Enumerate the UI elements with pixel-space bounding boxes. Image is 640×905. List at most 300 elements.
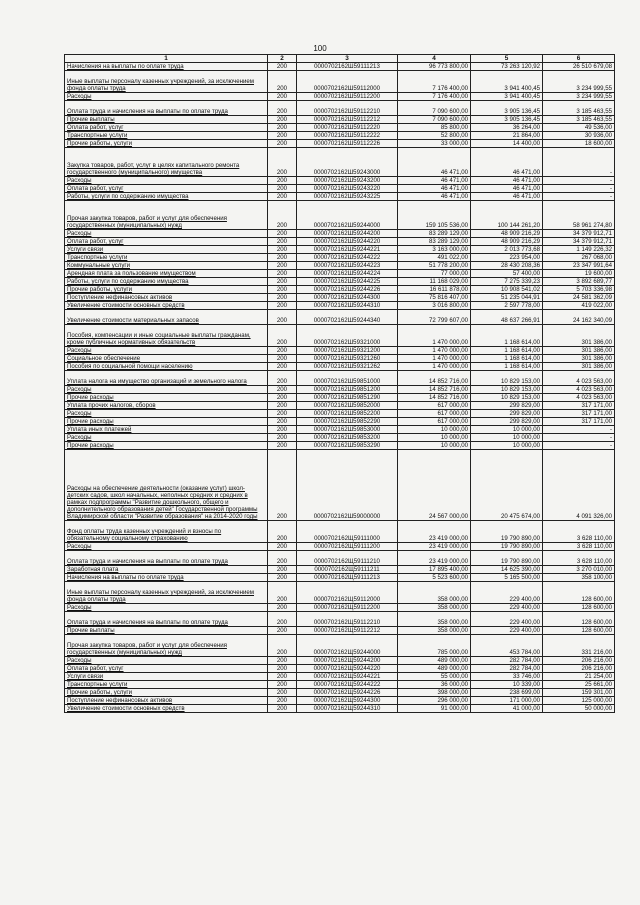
row-name-text: Оплата труда и начисления на выплаты по оплате труда (67, 619, 228, 626)
row-classification-code-cell: 0000702162Щ59244222 (297, 681, 398, 689)
row-executed-amount-cell: 229 400,00 (471, 582, 543, 604)
row-unexecuted-amount-cell: - (543, 442, 615, 450)
row-classification-code-cell: 0000702162Щ59244310 (297, 705, 398, 713)
table-row (65, 278, 615, 286)
row-classification-code-cell: 0000702162Ш59112000 (297, 71, 398, 93)
row-classification-code-cell: 0000702162Ш59851290 (297, 394, 398, 402)
row-name-text: Оплата труда и начисления на выплаты по оплате труда (67, 108, 228, 115)
row-code-cell: 200 (268, 426, 297, 434)
row-unexecuted-amount-cell: 317 171,00 (543, 410, 615, 418)
row-name-text: Транспортные услуги (67, 254, 128, 261)
row-code-cell: 200 (268, 689, 297, 697)
row-unexecuted-amount-cell: 159 301,00 (543, 689, 615, 697)
row-name-text: Прочие расходы (67, 394, 114, 401)
row-name-cell (65, 355, 268, 363)
row-name-text: Работы, услуги по содержанию имущества (67, 278, 189, 285)
table-row (65, 140, 615, 148)
row-code-cell: 200 (268, 140, 297, 148)
row-unexecuted-amount-cell: 34 379 912,71 (543, 230, 615, 238)
row-name-cell (65, 402, 268, 410)
table-row (65, 442, 615, 450)
row-classification-code-cell: 0000702162Ш59853000 (297, 426, 398, 434)
row-approved-amount-cell: 7 090 600,00 (398, 116, 471, 124)
row-name-cell (65, 310, 268, 325)
row-name-text: Расходы (67, 604, 92, 611)
table-row (65, 681, 615, 689)
row-executed-amount-cell: 14 625 390,00 (471, 566, 543, 574)
row-name-cell (65, 185, 268, 193)
row-code-cell: 200 (268, 657, 297, 665)
table-row (65, 418, 615, 426)
table-row (65, 697, 615, 705)
row-executed-amount-cell: 10 000,00 (471, 426, 543, 434)
row-name-text: Прочие работы, услуги (67, 286, 133, 293)
row-name-cell (65, 371, 268, 386)
row-classification-code-cell: 0000702162Ш59244222 (297, 254, 398, 262)
row-executed-amount-cell: 299 829,00 (471, 410, 543, 418)
row-code-cell: 200 (268, 566, 297, 574)
row-approved-amount-cell: 23 419 000,00 (398, 543, 471, 551)
header-col-2: 2 (268, 55, 297, 63)
row-name-cell (65, 262, 268, 270)
row-executed-amount-cell: 19 790 890,00 (471, 551, 543, 566)
row-name-text: Расходы (67, 657, 92, 664)
row-name-text: Пособия по социальной помощи населению (67, 363, 193, 370)
row-unexecuted-amount-cell: 5 703 336,98 (543, 286, 615, 294)
row-name-text: Фонд оплаты труда казенных учреждений и взносы по обязательному социальному страхованию (67, 528, 222, 542)
row-code-cell: 200 (268, 254, 297, 262)
row-executed-amount-cell: 48 909 216,29 (471, 238, 543, 246)
row-name-cell (65, 681, 268, 689)
row-code-cell: 200 (268, 185, 297, 193)
row-classification-code-cell: 0000702162Ш59244220 (297, 238, 398, 246)
page-number: 100 (313, 44, 327, 53)
row-unexecuted-amount-cell: 301 386,00 (543, 347, 615, 355)
row-name-text: Транспортные услуги (67, 681, 128, 688)
table-row (65, 434, 615, 442)
row-executed-amount-cell: 229 400,00 (471, 604, 543, 612)
row-approved-amount-cell: 1 470 000,00 (398, 347, 471, 355)
row-unexecuted-amount-cell: 21 254,00 (543, 673, 615, 681)
row-name-text: Оплата работ, услуг (67, 665, 124, 672)
row-approved-amount-cell: 7 176 400,00 (398, 71, 471, 93)
row-unexecuted-amount-cell: 128 600,00 (543, 604, 615, 612)
row-code-cell: 200 (268, 574, 297, 582)
row-name-cell (65, 238, 268, 246)
row-code-cell: 200 (268, 63, 297, 71)
row-approved-amount-cell: 358 000,00 (398, 604, 471, 612)
row-name-cell (65, 201, 268, 230)
row-approved-amount-cell: 489 000,00 (398, 657, 471, 665)
row-unexecuted-amount-cell: - (543, 177, 615, 185)
row-classification-code-cell: 0000702162Ш59321000 (297, 325, 398, 347)
row-approved-amount-cell: 358 000,00 (398, 612, 471, 627)
row-executed-amount-cell: 238 699,00 (471, 689, 543, 697)
row-classification-code-cell: 0000702162Щ59111213 (297, 574, 398, 582)
row-name-cell (65, 574, 268, 582)
row-executed-amount-cell: 100 144 261,20 (471, 201, 543, 230)
row-code-cell: 200 (268, 347, 297, 355)
row-code-cell: 200 (268, 302, 297, 310)
row-name-cell (65, 71, 268, 93)
row-classification-code-cell: 0000702162Ш59244226 (297, 286, 398, 294)
row-approved-amount-cell: 17 895 400,00 (398, 566, 471, 574)
row-name-cell (65, 673, 268, 681)
table-row (65, 566, 615, 574)
row-code-cell: 200 (268, 394, 297, 402)
row-name-cell (65, 450, 268, 521)
row-code-cell: 200 (268, 665, 297, 673)
row-name-text: Расходы (67, 434, 92, 441)
row-unexecuted-amount-cell: 34 379 912,71 (543, 238, 615, 246)
row-executed-amount-cell: 10 908 541,02 (471, 286, 543, 294)
row-name-cell (65, 551, 268, 566)
row-executed-amount-cell: 3 905 136,45 (471, 116, 543, 124)
row-unexecuted-amount-cell: 4 023 563,00 (543, 386, 615, 394)
table-row (65, 386, 615, 394)
row-executed-amount-cell: 20 475 674,00 (471, 450, 543, 521)
table-row (65, 262, 615, 270)
row-name-text: Услуги связи (67, 246, 104, 253)
table-row (65, 302, 615, 310)
row-name-cell (65, 347, 268, 355)
row-code-cell: 200 (268, 101, 297, 116)
row-name-text: Уплата прочих налогов, сборов (67, 402, 156, 409)
row-unexecuted-amount-cell: 18 600,00 (543, 140, 615, 148)
row-code-cell: 200 (268, 371, 297, 386)
table-row (65, 689, 615, 697)
row-classification-code-cell: 0000702162Щ59112210 (297, 612, 398, 627)
row-name-cell (65, 657, 268, 665)
header-col-1: 1 (65, 55, 268, 63)
row-executed-amount-cell: 10 829 153,00 (471, 371, 543, 386)
row-classification-code-cell: 0000702162Щ59111211 (297, 566, 398, 574)
row-executed-amount-cell: 46 471,00 (471, 185, 543, 193)
table-row (65, 246, 615, 254)
row-classification-code-cell: 0000702162Щ59111200 (297, 543, 398, 551)
row-unexecuted-amount-cell: 419 022,00 (543, 302, 615, 310)
row-approved-amount-cell: 51 778 200,00 (398, 262, 471, 270)
row-classification-code-cell: 0000702162Ш59852000 (297, 402, 398, 410)
row-name-cell (65, 566, 268, 574)
row-approved-amount-cell: 55 000,00 (398, 673, 471, 681)
row-name-text: Оплата труда и начисления на выплаты по оплате труда (67, 558, 228, 565)
row-executed-amount-cell: 48 637 266,91 (471, 310, 543, 325)
table-row (65, 426, 615, 434)
row-classification-code-cell: 0000702162Ш59321200 (297, 347, 398, 355)
table-row (65, 635, 615, 657)
row-approved-amount-cell: 46 471,00 (398, 177, 471, 185)
row-name-text: Оплата работ, услуг (67, 124, 124, 131)
row-executed-amount-cell: 19 790 890,00 (471, 543, 543, 551)
row-approved-amount-cell: 77 000,00 (398, 270, 471, 278)
table-row (65, 325, 615, 347)
row-unexecuted-amount-cell: 128 600,00 (543, 612, 615, 627)
row-name-text: Прочие работы, услуги (67, 140, 133, 147)
row-approved-amount-cell: 785 000,00 (398, 635, 471, 657)
header-col-3: 3 (297, 55, 398, 63)
row-code-cell: 200 (268, 246, 297, 254)
row-classification-code-cell: 0000702162Ш59000000 (297, 450, 398, 521)
row-name-cell (65, 254, 268, 262)
row-approved-amount-cell: 75 816 407,00 (398, 294, 471, 302)
row-unexecuted-amount-cell: 317 171,00 (543, 402, 615, 410)
row-executed-amount-cell: 10 829 153,00 (471, 386, 543, 394)
row-classification-code-cell: 0000702162Ш59851000 (297, 371, 398, 386)
row-code-cell: 200 (268, 230, 297, 238)
row-executed-amount-cell: 48 909 216,29 (471, 230, 543, 238)
row-unexecuted-amount-cell: 331 216,00 (543, 635, 615, 657)
row-name-cell (65, 697, 268, 705)
row-approved-amount-cell: 1 470 000,00 (398, 363, 471, 371)
row-unexecuted-amount-cell: 24 581 362,09 (543, 294, 615, 302)
table-row (65, 612, 615, 627)
row-name-cell (65, 124, 268, 132)
row-executed-amount-cell: 5 165 500,00 (471, 574, 543, 582)
row-approved-amount-cell: 159 105 536,00 (398, 201, 471, 230)
table-row (65, 665, 615, 673)
row-approved-amount-cell: 11 168 029,00 (398, 278, 471, 286)
row-name-cell (65, 410, 268, 418)
row-code-cell: 200 (268, 627, 297, 635)
row-name-cell (65, 193, 268, 201)
row-executed-amount-cell: 1 168 614,00 (471, 355, 543, 363)
row-code-cell: 200 (268, 177, 297, 185)
row-classification-code-cell: 0000702162Ш59112226 (297, 140, 398, 148)
row-approved-amount-cell: 91 000,00 (398, 705, 471, 713)
table-row (65, 347, 615, 355)
row-unexecuted-amount-cell: 128 600,00 (543, 582, 615, 604)
table-row (65, 705, 615, 713)
row-name-cell (65, 93, 268, 101)
row-unexecuted-amount-cell: 23 347 991,64 (543, 262, 615, 270)
table-body (65, 63, 615, 713)
row-unexecuted-amount-cell: 128 600,00 (543, 627, 615, 635)
row-code-cell: 200 (268, 521, 297, 543)
row-name-text: Поступление нефинансовых активов (67, 294, 173, 301)
row-executed-amount-cell: 223 954,00 (471, 254, 543, 262)
row-name-text: Коммунальные услуги (67, 262, 130, 269)
row-name-cell (65, 665, 268, 673)
table-row (65, 286, 615, 294)
row-name-cell (65, 363, 268, 371)
row-unexecuted-amount-cell: 26 510 679,08 (543, 63, 615, 71)
row-executed-amount-cell: 282 784,00 (471, 665, 543, 673)
row-classification-code-cell: 0000702162Ш59244221 (297, 246, 398, 254)
row-approved-amount-cell: 46 471,00 (398, 148, 471, 177)
row-executed-amount-cell: 229 400,00 (471, 627, 543, 635)
row-code-cell: 200 (268, 450, 297, 521)
row-name-text: Закупка товаров, работ, услуг в целях капитального ремонта государственного (муниципального) имущества (67, 162, 240, 176)
row-executed-amount-cell: 10 829 153,00 (471, 394, 543, 402)
table-row (65, 201, 615, 230)
row-code-cell: 200 (268, 604, 297, 612)
row-executed-amount-cell: 1 168 614,00 (471, 363, 543, 371)
row-executed-amount-cell: 33 746,00 (471, 673, 543, 681)
row-classification-code-cell: 0000702162Щ59111210 (297, 551, 398, 566)
table-row (65, 132, 615, 140)
row-approved-amount-cell: 489 000,00 (398, 665, 471, 673)
row-approved-amount-cell: 1 470 000,00 (398, 355, 471, 363)
row-unexecuted-amount-cell: 1 149 226,32 (543, 246, 615, 254)
row-name-cell (65, 177, 268, 185)
row-classification-code-cell: 0000702162Щ59244226 (297, 689, 398, 697)
row-executed-amount-cell: 1 168 614,00 (471, 347, 543, 355)
row-approved-amount-cell: 46 471,00 (398, 185, 471, 193)
row-name-cell (65, 689, 268, 697)
row-unexecuted-amount-cell: 50 000,00 (543, 705, 615, 713)
row-name-cell (65, 148, 268, 177)
row-approved-amount-cell: 10 000,00 (398, 442, 471, 450)
row-executed-amount-cell: 10 339,00 (471, 681, 543, 689)
row-name-text: Прочие выплаты (67, 116, 115, 123)
row-name-text: Иные выплаты персоналу казенных учреждений, за исключением фонда оплаты труда (67, 589, 254, 603)
row-approved-amount-cell: 72 799 607,00 (398, 310, 471, 325)
table-header-row (65, 55, 615, 63)
row-classification-code-cell: 0000702162Ш59243225 (297, 193, 398, 201)
budget-execution-table (64, 54, 615, 713)
row-executed-amount-cell: 51 235 044,91 (471, 294, 543, 302)
row-executed-amount-cell: 299 829,00 (471, 402, 543, 410)
row-name-text: Уплата иных платежей (67, 426, 132, 433)
row-code-cell: 200 (268, 71, 297, 93)
table-row (65, 124, 615, 132)
row-code-cell: 200 (268, 310, 297, 325)
row-code-cell: 200 (268, 238, 297, 246)
row-unexecuted-amount-cell: 30 936,00 (543, 132, 615, 140)
row-approved-amount-cell: 491 022,00 (398, 254, 471, 262)
row-code-cell: 200 (268, 193, 297, 201)
row-unexecuted-amount-cell: 301 386,00 (543, 355, 615, 363)
table-row (65, 604, 615, 612)
row-name-cell (65, 302, 268, 310)
row-classification-code-cell: 0000702162Ш59321262 (297, 363, 398, 371)
row-approved-amount-cell: 617 000,00 (398, 402, 471, 410)
row-name-cell (65, 230, 268, 238)
row-executed-amount-cell: 19 790 890,00 (471, 521, 543, 543)
row-executed-amount-cell: 10 000,00 (471, 434, 543, 442)
row-name-text: Расходы на обеспечение деятельности (оказание услуг) школ-детских садов, школ начальных, неполных средних и средних в рамках подпрограммы "Развитие дошкольного, общего и дополнительного образования детей" Государственной программы Владимирской области "Развитие образования" на 2014-2020 годы (67, 485, 258, 520)
row-name-cell (65, 325, 268, 347)
row-name-text: Расходы (67, 543, 92, 550)
row-code-cell: 200 (268, 294, 297, 302)
table-row (65, 185, 615, 193)
table-row (65, 410, 615, 418)
row-classification-code-cell: 0000702162Щ59111000 (297, 521, 398, 543)
row-unexecuted-amount-cell: - (543, 434, 615, 442)
table-row (65, 310, 615, 325)
row-name-cell (65, 132, 268, 140)
table-row (65, 193, 615, 201)
row-name-text: Транспортные услуги (67, 132, 128, 139)
row-code-cell: 200 (268, 612, 297, 627)
row-executed-amount-cell: 3 905 136,45 (471, 101, 543, 116)
table-row (65, 543, 615, 551)
row-classification-code-cell: 0000702162Ш59112200 (297, 93, 398, 101)
row-unexecuted-amount-cell: 3 234 999,55 (543, 93, 615, 101)
row-approved-amount-cell: 83 289 129,00 (398, 230, 471, 238)
row-name-text: Увеличение стоимости основных средств (67, 302, 185, 309)
row-name-cell (65, 270, 268, 278)
table-row (65, 657, 615, 665)
row-unexecuted-amount-cell: 3 628 110,00 (543, 521, 615, 543)
table-row (65, 363, 615, 371)
table-row (65, 148, 615, 177)
row-unexecuted-amount-cell: - (543, 426, 615, 434)
row-name-text: Арендная плата за пользование имуществом (67, 270, 196, 277)
row-classification-code-cell: 0000702162Ш59244224 (297, 270, 398, 278)
row-classification-code-cell: 0000702162Щ59244000 (297, 635, 398, 657)
row-name-cell (65, 434, 268, 442)
row-executed-amount-cell: 41 000,00 (471, 705, 543, 713)
row-unexecuted-amount-cell: 206 216,00 (543, 657, 615, 665)
table-row (65, 63, 615, 71)
row-approved-amount-cell: 5 523 600,00 (398, 574, 471, 582)
row-name-cell (65, 442, 268, 450)
table-row (65, 254, 615, 262)
row-approved-amount-cell: 10 000,00 (398, 426, 471, 434)
table-row (65, 394, 615, 402)
row-name-text: Уплата налога на имущество организаций и земельного налога (67, 378, 247, 385)
row-code-cell: 200 (268, 124, 297, 132)
row-classification-code-cell: 0000702162Ш59244310 (297, 302, 398, 310)
row-unexecuted-amount-cell: 3 185 463,55 (543, 116, 615, 124)
row-executed-amount-cell: 73 263 120,92 (471, 63, 543, 71)
row-name-cell (65, 521, 268, 543)
row-code-cell: 200 (268, 551, 297, 566)
row-approved-amount-cell: 358 000,00 (398, 627, 471, 635)
row-approved-amount-cell: 14 852 716,00 (398, 386, 471, 394)
row-unexecuted-amount-cell: 4 023 563,00 (543, 394, 615, 402)
row-classification-code-cell: 0000702162Щ59112000 (297, 582, 398, 604)
row-unexecuted-amount-cell: - (543, 185, 615, 193)
row-name-text: Прочие работы, услуги (67, 689, 133, 696)
row-classification-code-cell: 0000702162Ш59111213 (297, 63, 398, 71)
header-col-6: 6 (543, 55, 615, 63)
row-code-cell: 200 (268, 132, 297, 140)
table-row (65, 627, 615, 635)
table-row (65, 101, 615, 116)
row-name-cell (65, 278, 268, 286)
row-approved-amount-cell: 96 773 800,00 (398, 63, 471, 71)
row-code-cell: 200 (268, 418, 297, 426)
row-name-text: Оплата работ, услуг (67, 185, 124, 192)
row-executed-amount-cell: 14 400,00 (471, 140, 543, 148)
row-name-cell (65, 246, 268, 254)
row-name-text: Заработная плата (67, 566, 119, 573)
row-code-cell: 200 (268, 201, 297, 230)
row-approved-amount-cell: 24 567 000,00 (398, 450, 471, 521)
row-classification-code-cell: 0000702162Ш59244340 (297, 310, 398, 325)
row-classification-code-cell: 0000702162Щ59244200 (297, 657, 398, 665)
row-approved-amount-cell: 23 419 000,00 (398, 551, 471, 566)
row-unexecuted-amount-cell: 3 892 689,77 (543, 278, 615, 286)
row-unexecuted-amount-cell: 3 270 010,00 (543, 566, 615, 574)
row-name-text: Увеличение стоимости материальных запасов (67, 317, 199, 324)
row-classification-code-cell: 0000702162Щ59112200 (297, 604, 398, 612)
row-name-cell (65, 418, 268, 426)
table-row (65, 71, 615, 93)
row-name-text: Расходы (67, 386, 92, 393)
header-col-4: 4 (398, 55, 471, 63)
row-classification-code-cell: 0000702162Ш59112212 (297, 116, 398, 124)
row-executed-amount-cell: 453 784,00 (471, 635, 543, 657)
table-row (65, 551, 615, 566)
table-row (65, 177, 615, 185)
row-name-cell (65, 612, 268, 627)
row-unexecuted-amount-cell: 19 600,00 (543, 270, 615, 278)
row-name-text: Прочая закупка товаров, работ и услуг для обеспечения государственных (муниципальных) нужд (67, 642, 227, 656)
